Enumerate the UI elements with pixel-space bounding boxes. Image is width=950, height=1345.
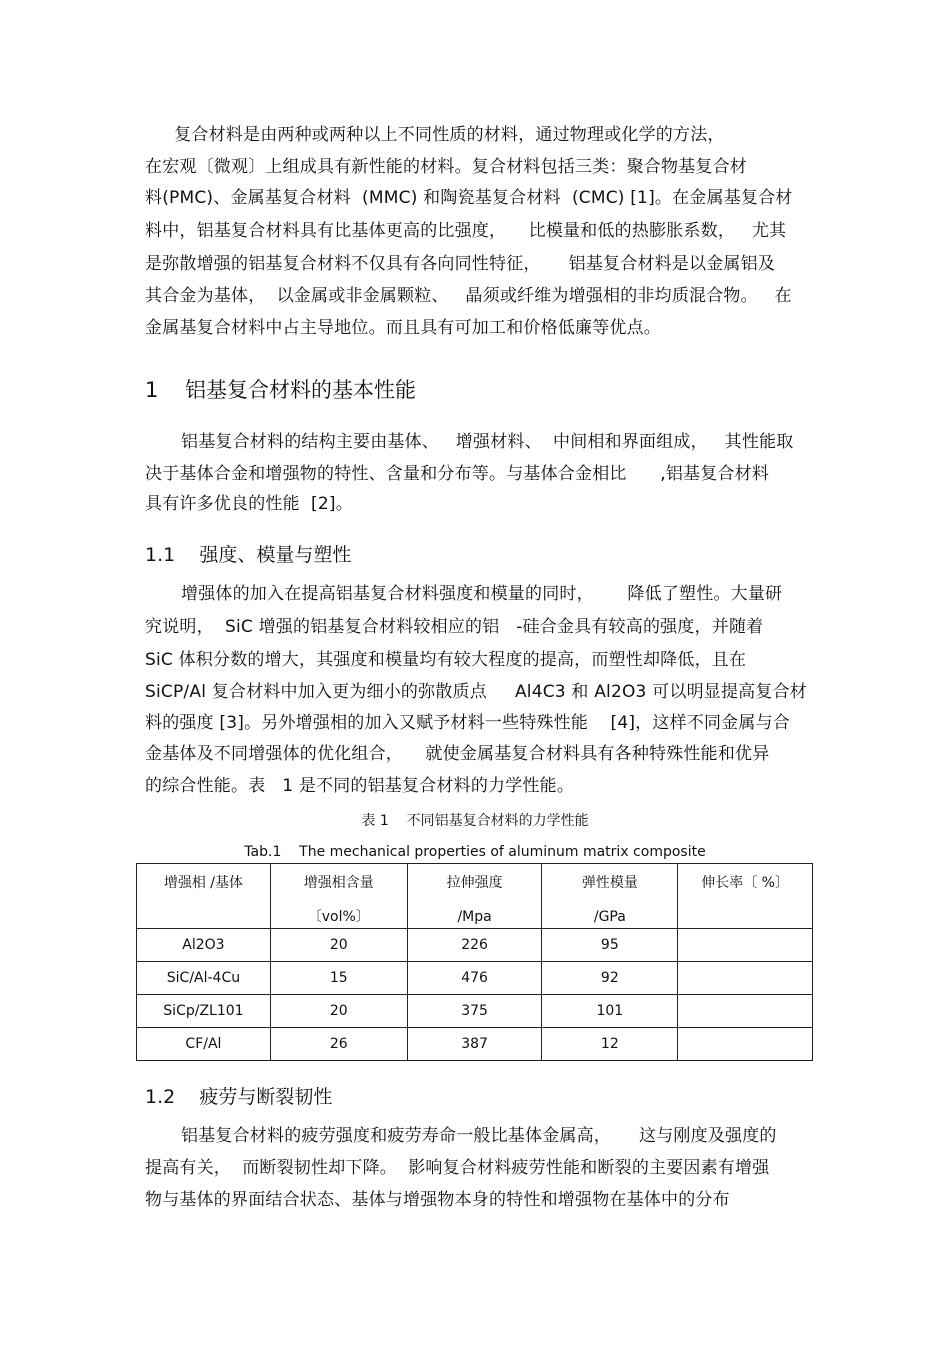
table-header-row <box>137 864 813 929</box>
header-unit: 〔vol%〕 <box>307 909 370 925</box>
intro-line-3: 料(PMC)、金属基复合材料 (MMC) 和陶瓷基复合材料 (CMC) [1]。在金属基复合材 <box>145 188 793 208</box>
cell-content: 15 <box>270 962 407 995</box>
section-1-1-line-2: 究说明， SiC 增强的铝基复合材料较相应的铝 -硅合金具有较高的强度，并随着 <box>145 617 764 637</box>
cell-modulus: 101 <box>542 995 678 1028</box>
intro-line-5: 是弥散增强的铝基复合材料不仅具有各向同性特征， 铝基复合材料是以金属铝及 <box>145 254 776 274</box>
header-cell-modulus <box>542 864 678 929</box>
cell-material: SiC/Al-4Cu <box>137 962 271 995</box>
section-1-2-line-2: 提高有关， 而断裂韧性却下降。 影响复合材料疲劳性能和断裂的主要因素有增强 <box>145 1158 770 1178</box>
header-label: 伸长率〔 %〕 <box>701 875 789 891</box>
table-row <box>137 995 813 1028</box>
header-label: 增强相含量 <box>303 875 374 891</box>
cell-content: 20 <box>270 995 407 1028</box>
cell-material: Al2O3 <box>137 929 271 962</box>
section-1-1-line-3: SiC 体积分数的增大，其强度和模量均有较大程度的提高，而塑性却降低，且在 <box>145 650 747 670</box>
cell-tensile: 375 <box>407 995 542 1028</box>
header-cell-elongation <box>678 864 813 929</box>
intro-line-1: 复合材料是由两种或两种以上不同性质的材料，通过物理或化学的方法， <box>163 125 725 145</box>
table-row <box>137 1028 813 1061</box>
cell-elongation <box>678 995 813 1028</box>
intro-line-4: 料中，铝基复合材料具有比基体更高的比强度， 比模量和低的热膨胀系数， 尤其 <box>145 221 787 241</box>
header-cell-tensile <box>407 864 542 929</box>
cell-content: 20 <box>270 929 407 962</box>
section-1-1-line-6: 金基体及不同增强体的优化组合， 就使金属基复合材料具有各种特殊性能和优异 <box>145 744 770 764</box>
table-row <box>137 962 813 995</box>
cell-modulus: 12 <box>542 1028 678 1061</box>
cell-elongation <box>678 1028 813 1061</box>
section-1-line-3: 具有许多优良的性能 [2]。 <box>145 494 353 514</box>
table-row <box>137 929 813 962</box>
header-label: 拉伸强度 <box>446 875 503 891</box>
section-1-2-line-3: 物与基体的界面结合状态、基体与增强物本身的特性和增强物在基体中的分布 <box>145 1190 730 1210</box>
section-1-1-line-7: 的综合性能。表 1 是不同的铝基复合材料的力学性能。 <box>145 776 575 796</box>
cell-tensile: 226 <box>407 929 542 962</box>
header-cell-content <box>270 864 407 929</box>
header-label: 增强相 /基体 <box>163 875 244 891</box>
intro-line-6: 其合金为基体， 以金属或非金属颗粒、 晶须或纤维为增强相的非均质混合物。 在 <box>145 286 792 306</box>
section-1-2-heading: 1.2 疲劳与断裂韧性 <box>145 1086 333 1108</box>
section-1-1-heading: 1.1 强度、模量与塑性 <box>145 544 352 566</box>
header-cell-reinforcement <box>137 864 271 929</box>
cell-content: 26 <box>270 1028 407 1061</box>
section-1-1-line-4: SiCP/Al 复合材料中加入更为细小的弥散质点 Al4C3 和 Al2O3 可以明显提高复合材 <box>145 682 807 702</box>
cell-elongation <box>678 929 813 962</box>
section-1-line-1: 铝基复合材料的结构主要由基体、 增强材料、 中间相和界面组成， 其性能取 <box>181 432 794 452</box>
section-1-2-line-1: 铝基复合材料的疲劳强度和疲劳寿命一般比基体金属高， 这与刚度及强度的 <box>181 1126 777 1146</box>
section-1-heading: 1 铝基复合材料的基本性能 <box>145 378 417 402</box>
table-caption-en: Tab.1 The mechanical properties of aluminum matrix composite <box>244 844 706 860</box>
intro-line-7: 金属基复合材料中占主导地位。而且具有可加工和价格低廉等优点。 <box>145 318 661 338</box>
cell-tensile: 476 <box>407 962 542 995</box>
cell-tensile: 387 <box>407 1028 542 1061</box>
cell-modulus: 95 <box>542 929 678 962</box>
cell-material: SiCp/ZL101 <box>137 995 271 1028</box>
section-1-1-line-1: 增强体的加入在提高铝基复合材料强度和模量的同时， 降低了塑性。大量研 <box>181 584 783 604</box>
cell-modulus: 92 <box>542 962 678 995</box>
cell-material: CF/Al <box>137 1028 271 1061</box>
section-1-1-line-5: 料的强度 [3]。另外增强相的加入又赋予材料一些特殊性能 [4]，这样不同金属与合 <box>145 713 790 733</box>
header-unit: /Mpa <box>457 909 492 925</box>
table-caption-cn: 表 1 不同铝基复合材料的力学性能 <box>361 813 589 829</box>
header-label: 弹性模量 <box>581 875 638 891</box>
mechanical-properties-table <box>136 863 813 1061</box>
section-1-line-2: 决于基体合金和增强物的特性、含量和分布等。与基体合金相比 ,铝基复合材料 <box>145 464 770 484</box>
header-unit: /GPa <box>593 909 626 925</box>
cell-elongation <box>678 962 813 995</box>
intro-line-2: 在宏观〔微观〕上组成具有新性能的材料。复合材料包括三类：聚合物基复合材 <box>145 157 747 177</box>
